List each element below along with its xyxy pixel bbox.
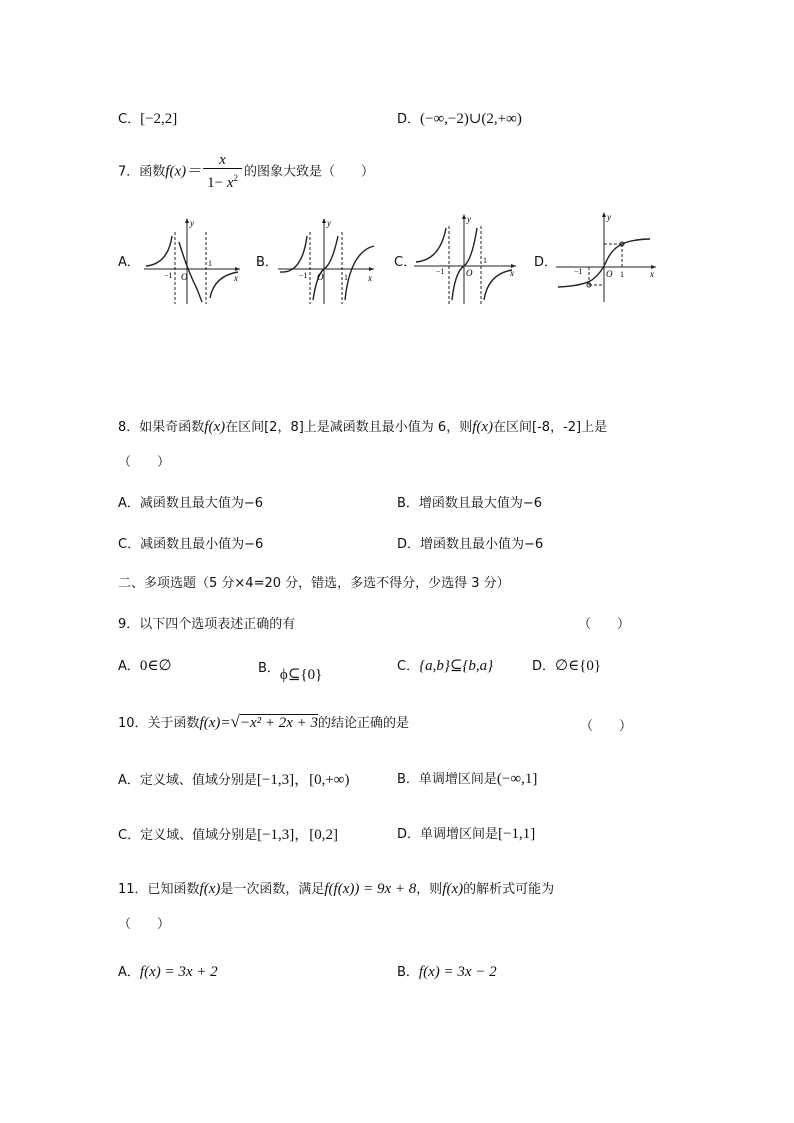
q7-graph-b [276, 214, 380, 306]
neg1-label: −1 [299, 271, 308, 280]
q10-stem-b: 的结论正确的是 [318, 716, 410, 731]
origin-label: O [317, 272, 324, 282]
q11-option-a-label: A． [118, 965, 140, 980]
section2-heading: 二、多项选题（5 分×4=20 分，错选，多选不得分，少选得 3 分） [118, 576, 510, 591]
q7-graph-d [554, 210, 660, 304]
q9-option-c-label: C． [397, 659, 420, 674]
q6-option-d-math: (−∞,−2)∪(2,+∞) [420, 111, 522, 127]
y-label: y [467, 214, 471, 224]
q11-option-a [118, 961, 218, 981]
q6-option-c-label: C． [118, 112, 141, 127]
q11-condition: f(f(x)) = 9x + 8 [324, 881, 417, 897]
q10-option-d [397, 823, 535, 843]
q7-stem-before: 7．函数 [118, 164, 166, 180]
q10-option-c [118, 823, 338, 844]
y-label: y [190, 218, 194, 228]
q7-frac-den-b: x [226, 175, 234, 191]
q10-option-b [397, 768, 537, 788]
q10-option-d-math: [−1,1] [498, 826, 536, 842]
q7-graph-c [412, 212, 522, 306]
x-label: x [368, 273, 372, 283]
q7-frac-num: x [219, 152, 226, 168]
q7-stem-after: 的图象大致是（ ） [244, 164, 375, 180]
pos1-label: 1 [208, 259, 212, 268]
q9-option-c-math: {a,b}⊆{b,a} [419, 658, 494, 674]
q7-option-d-label: D． [534, 255, 558, 270]
q10-sqrt-body: −x² + 2x + 3 [239, 715, 319, 731]
q9-option-d-label: D． [532, 659, 556, 674]
q7-option-c-label: C． [394, 255, 417, 270]
q10-fx: f(x)= [199, 715, 231, 731]
q11-stem-part3: ，则 [416, 882, 443, 897]
q10-option-b-text: B．单调增区间是 [397, 772, 497, 787]
q7-frac-den-exp: 2 [233, 173, 238, 183]
q9-option-d-math: ∅∈{0} [555, 658, 602, 674]
sqrt-icon: √ [230, 712, 240, 731]
x-label: x [234, 273, 238, 283]
curve-right [484, 270, 512, 300]
q10-blank: （ ） [580, 719, 633, 734]
q9-option-b-math: ϕ⊆{0} [279, 667, 323, 683]
q9-option-c [397, 655, 493, 675]
y-arrow [602, 212, 606, 217]
q8-stem-part1: 8．如果奇函数 [118, 420, 205, 435]
q11-stem-part2: 是一次函数，满足 [220, 882, 325, 897]
x-arrow [369, 267, 374, 271]
q7-option-b-label: B． [256, 255, 278, 270]
q10-option-a-math: [−1,3]，[0,+∞) [256, 772, 350, 788]
q11-stem-part1: 11．已知函数 [118, 882, 200, 897]
neg1-label: −1 [436, 267, 445, 276]
y-arrow [185, 218, 189, 223]
q10-option-a [118, 768, 350, 789]
q8-stem-part2: 在区间[2，8]上是减函数且最小值为 6，则 [225, 420, 473, 435]
q7-frac-den-a: 1− [207, 175, 227, 191]
curve-left [146, 236, 172, 266]
pos1-label: 1 [620, 270, 624, 279]
y-label: y [607, 212, 611, 222]
q7-fraction [203, 152, 242, 192]
neg1-label: −1 [164, 271, 173, 280]
q8-fx2: f(x) [472, 419, 494, 435]
q11-stem-part4: 的解析式可能为 [463, 882, 555, 897]
pos1-label: 1 [483, 256, 487, 265]
q7-fx: f(x)＝ [165, 163, 202, 180]
curve-left [416, 228, 446, 262]
q9-stem: 9．以下四个选项表述正确的有 [118, 617, 296, 632]
q11-option-b-math: f(x) = 3x − 2 [418, 964, 497, 980]
q8-fx1: f(x) [204, 419, 226, 435]
q9-option-a [118, 655, 172, 675]
q10-option-c-text: C．定义域、值域分别是 [118, 828, 258, 843]
q9-option-b [258, 657, 323, 683]
q9-option-b-label: B． [258, 661, 280, 676]
curve-left [280, 236, 307, 272]
q9-option-a-label: A． [118, 659, 140, 674]
curve-middle [313, 236, 338, 300]
q8-stem-part3: 在区间[-8，-2]上是 [493, 420, 608, 435]
q10-stem [118, 712, 409, 732]
q6-option-c [118, 108, 177, 128]
q10-option-d-text: D．单调增区间是 [397, 827, 499, 842]
q11-option-a-math: f(x) = 3x + 2 [139, 964, 218, 980]
q8-option-d: D．增函数且最小值为−6 [397, 537, 544, 552]
y-arrow [462, 214, 466, 219]
x-arrow [235, 267, 240, 271]
q11-blank: （ ） [118, 917, 171, 932]
x-label: x [650, 269, 654, 279]
q11-option-b-label: B． [397, 965, 419, 980]
x-label: x [510, 268, 514, 278]
q7-option-a-label: A． [118, 255, 140, 270]
q8-option-b: B．增函数且最大值为−6 [397, 496, 543, 511]
q8-stem [118, 416, 607, 436]
q8-option-a: A．减函数且最大值为−6 [118, 496, 264, 511]
q7-frac-den [203, 168, 242, 192]
q11-option-b [397, 961, 497, 981]
q10-option-c-math: [−1,3]，[0,2] [257, 827, 339, 843]
q9-option-a-math: 0∈∅ [139, 658, 172, 674]
q8-option-c: C．减函数且最小值为−6 [118, 537, 264, 552]
q7-stem [118, 152, 374, 192]
q11-fx1: f(x) [199, 881, 221, 897]
origin-label: O [181, 272, 188, 282]
origin-label: O [606, 269, 613, 279]
q10-option-a-text: A．定义域、值域分别是 [118, 773, 257, 788]
neg1-label: −1 [574, 267, 583, 276]
origin-label: O [466, 268, 473, 278]
y-label: y [327, 218, 331, 228]
q11-fx2: f(x) [442, 881, 464, 897]
q11-stem [118, 878, 554, 898]
q9-blank: （ ） [578, 617, 631, 632]
q6-option-d-label: D． [397, 112, 421, 127]
q10-stem-a: 10．关于函数 [118, 716, 200, 731]
q8-blank: （ ） [118, 455, 171, 470]
q10-option-b-math: (−∞,1] [496, 771, 538, 787]
q6-option-c-math: [−2,2] [140, 111, 178, 127]
q6-option-d [397, 108, 522, 128]
pos1-label: 1 [344, 273, 348, 282]
q7-graph-a [142, 214, 246, 306]
q9-option-d [532, 655, 601, 675]
y-arrow [322, 218, 326, 223]
